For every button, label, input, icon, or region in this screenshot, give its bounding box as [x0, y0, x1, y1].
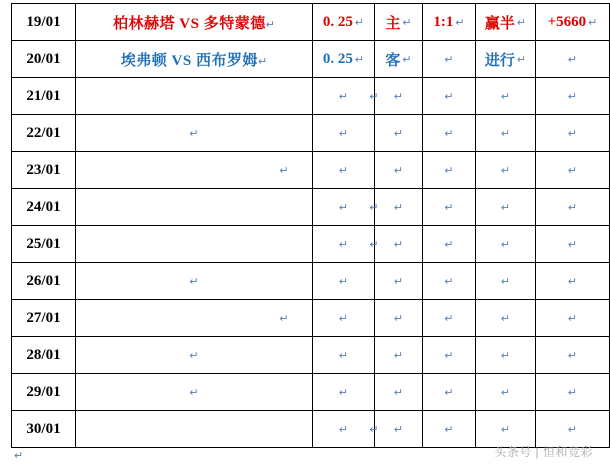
cell-odds-label: 0. 25 [322, 50, 353, 67]
paragraph-mark-icon: ↵ [338, 90, 349, 103]
paragraph-mark-icon: ↵ [338, 238, 349, 251]
paragraph-mark-icon: ↵ [500, 164, 511, 177]
paragraph-mark-icon: ↵ [338, 386, 349, 399]
table-row [12, 41, 610, 78]
table-row [12, 78, 610, 115]
cell-profit [536, 226, 610, 263]
paragraph-mark-icon: ↵ [338, 127, 349, 140]
table-row [12, 411, 610, 448]
cell-profit [536, 152, 610, 189]
cell-result [476, 411, 536, 448]
cell-match [76, 189, 379, 226]
cell-date: 20/01 [12, 41, 76, 78]
paragraph-mark-icon: ↵ [338, 312, 349, 325]
paragraph-mark-icon: ↵ [393, 386, 404, 399]
cell-side-label: 主 [385, 15, 401, 32]
paragraph-mark-icon: ↵ [567, 275, 578, 288]
cell-profit [536, 78, 610, 115]
paragraph-mark-icon: ↵ [444, 53, 454, 66]
cell-profit [536, 189, 610, 226]
cell-score [423, 189, 476, 226]
cell-side [375, 300, 423, 337]
paragraph-mark-icon: ↵ [444, 201, 454, 214]
table-row [12, 300, 610, 337]
paragraph-mark-icon: ↵ [369, 238, 379, 251]
cell-result-label: 进行 [484, 52, 515, 69]
paragraph-mark-icon: ↵ [500, 312, 511, 325]
paragraph-mark-icon: ↵ [393, 349, 404, 362]
cell-result [476, 263, 536, 300]
cell-match [76, 41, 313, 78]
cell-score [423, 300, 476, 337]
paragraph-mark-icon: ↵ [393, 164, 404, 177]
cell-result [476, 374, 536, 411]
cell-date: 22/01 [12, 115, 76, 152]
paragraph-mark-icon: ↵ [338, 349, 349, 362]
paragraph-mark-icon: ↵ [393, 127, 404, 140]
cell-side [375, 226, 423, 263]
cell-date: 28/01 [12, 337, 76, 374]
paragraph-mark-icon: ↵ [500, 238, 511, 251]
cell-match [76, 78, 379, 115]
paragraph-mark-icon: ↵ [402, 16, 412, 29]
paragraph-mark-icon: ↵ [393, 423, 404, 436]
cell-result [476, 41, 536, 78]
paragraph-mark-icon: ↵ [444, 127, 454, 140]
betting-record-table [11, 3, 610, 448]
table-row [12, 115, 610, 152]
cell-match [76, 300, 313, 337]
paragraph-mark-icon: ↵ [369, 90, 379, 103]
paragraph-mark-icon: ↵ [500, 423, 511, 436]
paragraph-mark-icon: ↵ [567, 386, 578, 399]
cell-match [76, 152, 313, 189]
cell-odds [313, 4, 375, 41]
paragraph-mark-icon: ↵ [338, 423, 349, 436]
cell-score [423, 374, 476, 411]
cell-odds-label: 0. 25 [322, 13, 353, 30]
table-row [12, 374, 610, 411]
paragraph-mark-icon: ↵ [516, 16, 527, 29]
cell-result [476, 226, 536, 263]
paragraph-mark-icon: ↵ [500, 349, 511, 362]
paragraph-mark-icon: ↵ [500, 386, 511, 399]
paragraph-mark-icon: ↵ [567, 238, 578, 251]
cell-score [423, 226, 476, 263]
cell-match [76, 411, 379, 448]
cell-score [423, 115, 476, 152]
table-row [12, 4, 610, 41]
cell-side [375, 189, 423, 226]
cell-profit [536, 374, 610, 411]
paragraph-mark-icon: ↵ [393, 238, 404, 251]
cell-result [476, 189, 536, 226]
cell-result [476, 115, 536, 152]
cell-match [76, 337, 313, 374]
paragraph-mark-icon: ↵ [189, 386, 199, 399]
cell-match [76, 4, 313, 41]
paragraph-mark-icon: ↵ [455, 16, 465, 29]
cell-profit-label: +5660 [547, 13, 587, 30]
paragraph-mark-icon: ↵ [393, 201, 404, 214]
cell-side [375, 411, 423, 448]
cell-match [76, 374, 313, 411]
paragraph-mark-icon: ↵ [354, 16, 365, 29]
match-label: 埃弗顿 VS 西布罗姆 [120, 52, 258, 69]
cell-odds [313, 337, 375, 374]
paragraph-mark-icon: ↵ [338, 275, 349, 288]
paragraph-mark-icon: ↵ [257, 55, 268, 68]
cell-date: 25/01 [12, 226, 76, 263]
cell-odds [313, 152, 375, 189]
cell-score-label: 1:1 [433, 13, 454, 30]
table-row [12, 189, 610, 226]
paragraph-mark-icon: ↵ [567, 201, 578, 214]
paragraph-mark-icon: ↵ [338, 201, 349, 214]
cell-side [375, 337, 423, 374]
cell-profit [536, 115, 610, 152]
paragraph-mark-icon: ↵ [500, 275, 511, 288]
paragraph-mark-icon: ↵ [189, 349, 199, 362]
match-label: 柏林赫塔 VS 多特蒙德 [113, 15, 266, 32]
paragraph-mark-icon: ↵ [444, 349, 454, 362]
paragraph-mark-icon: ↵ [588, 16, 598, 29]
paragraph-mark-icon: ↵ [354, 53, 365, 66]
paragraph-mark-icon: ↵ [500, 201, 511, 214]
paragraph-mark-icon: ↵ [567, 349, 578, 362]
paragraph-mark-icon: ↵ [444, 164, 454, 177]
cell-date: 19/01 [12, 4, 76, 41]
cell-score [423, 78, 476, 115]
cell-result [476, 152, 536, 189]
cell-date: 21/01 [12, 78, 76, 115]
paragraph-mark-icon: ↵ [567, 53, 578, 66]
cell-date: 26/01 [12, 263, 76, 300]
paragraph-mark-icon: ↵ [393, 312, 404, 325]
paragraph-mark-icon: ↵ [393, 90, 404, 103]
paragraph-mark-icon: ↵ [189, 127, 199, 140]
cell-side [375, 4, 423, 41]
cell-date: 23/01 [12, 152, 76, 189]
cell-result [476, 78, 536, 115]
cell-result [476, 300, 536, 337]
cell-score [423, 411, 476, 448]
paragraph-mark-icon: ↵ [369, 423, 379, 436]
cell-score [423, 337, 476, 374]
cell-match [76, 263, 313, 300]
cell-odds [313, 263, 375, 300]
watermark-text: 头条号 | 恒和竞彩 [494, 445, 593, 459]
cell-side [375, 41, 423, 78]
paragraph-mark-icon: ↵ [500, 90, 511, 103]
table-body [12, 4, 610, 448]
cell-side-label: 客 [385, 52, 401, 69]
cell-profit [536, 300, 610, 337]
cell-side [375, 374, 423, 411]
paragraph-mark-icon: ↵ [444, 275, 454, 288]
paragraph-mark-icon: ↵ [189, 275, 199, 288]
table-row [12, 226, 610, 263]
cell-profit [536, 337, 610, 374]
cell-date: 27/01 [12, 300, 76, 337]
paragraph-mark-icon: ↵ [279, 312, 289, 325]
paragraph-mark-icon: ↵ [279, 164, 289, 177]
paragraph-mark-icon: ↵ [444, 386, 454, 399]
cell-odds [313, 115, 375, 152]
cell-score [423, 263, 476, 300]
cell-side [375, 115, 423, 152]
cell-odds [313, 374, 375, 411]
cell-side [375, 78, 423, 115]
cell-odds [313, 41, 375, 78]
table-row [12, 152, 610, 189]
paragraph-mark-icon: ↵ [393, 275, 404, 288]
paragraph-mark-icon: ↵ [567, 423, 578, 436]
cell-result [476, 337, 536, 374]
cell-score [423, 152, 476, 189]
paragraph-mark-icon: ↵ [516, 53, 527, 66]
cell-odds [313, 189, 375, 226]
cell-profit [536, 41, 610, 78]
paragraph-mark-icon: ↵ [500, 127, 511, 140]
cell-date: 29/01 [12, 374, 76, 411]
cell-match [76, 115, 313, 152]
table-row [12, 263, 610, 300]
paragraph-mark-icon: ↵ [338, 164, 349, 177]
paragraph-mark-icon: ↵ [444, 312, 454, 325]
cell-profit [536, 4, 610, 41]
paragraph-mark-icon: ↵ [567, 90, 578, 103]
paragraph-mark-icon: ↵ [444, 238, 454, 251]
table-row [12, 337, 610, 374]
paragraph-mark-icon: ↵ [567, 312, 578, 325]
cell-profit [536, 411, 610, 448]
cell-score [423, 4, 476, 41]
cell-odds [313, 300, 375, 337]
paragraph-mark-icon: ↵ [369, 201, 379, 214]
paragraph-mark-icon: ↵ [444, 90, 454, 103]
cell-odds [313, 226, 375, 263]
cell-score [423, 41, 476, 78]
paragraph-mark-icon: ↵ [402, 53, 412, 66]
cell-profit [536, 263, 610, 300]
cell-side [375, 152, 423, 189]
cell-odds [313, 411, 375, 448]
cell-result-label: 赢半 [484, 15, 515, 32]
paragraph-mark-icon: ↵ [567, 127, 578, 140]
cell-result [476, 4, 536, 41]
cell-date: 30/01 [12, 411, 76, 448]
cell-date: 24/01 [12, 189, 76, 226]
paragraph-mark-icon: ↵ [567, 164, 578, 177]
cell-side [375, 263, 423, 300]
paragraph-mark-icon: ↵ [265, 18, 275, 31]
cell-match [76, 226, 379, 263]
cell-odds [313, 78, 375, 115]
paragraph-mark-icon: ↵ [444, 423, 454, 436]
paragraph-mark-icon: ↵ [14, 450, 24, 462]
